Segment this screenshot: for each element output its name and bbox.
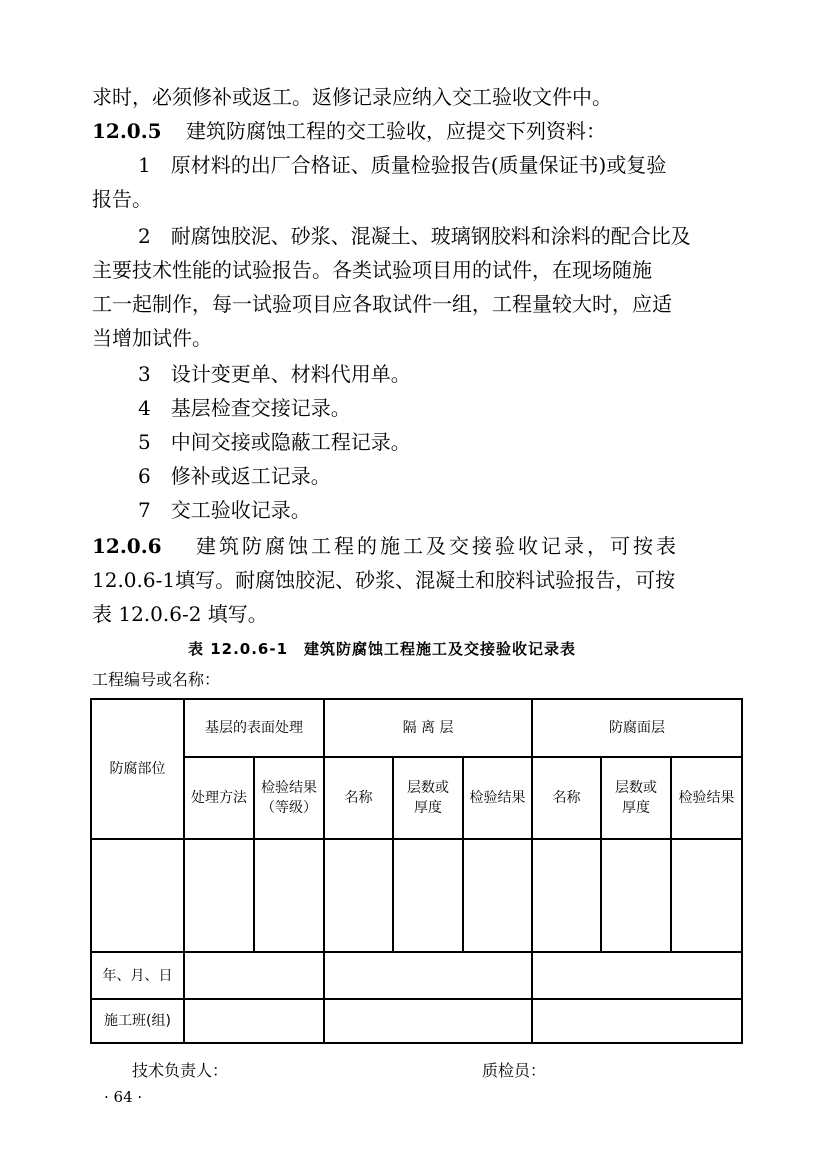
record-table [90,698,743,1044]
header-result-grade-line-1: 检验结果 [261,780,317,796]
row-label-team: 施工班(组) [91,999,184,1043]
header-part: 防腐部位 [91,699,184,839]
cell-empty [184,952,324,999]
header-isolation-layers [393,757,463,839]
item-7: 7 交工验收记录。 [138,498,311,522]
header-surface-result: 检验结果 [671,757,742,839]
item-2-line-3: 工一起制作，每一试验项目应各取试件一组，工程量较大时，应适 [92,292,672,316]
header-surface-name: 名称 [532,757,601,839]
header-layers-line-2: 厚度 [414,800,442,816]
item-6: 6 修补或返工记录。 [138,464,331,488]
table-header-row-1 [91,699,742,757]
item-1-line-2: 报告。 [92,187,152,211]
table-team-row [91,999,742,1043]
header-layers-line-1: 层数或 [615,780,658,796]
cell-empty [324,952,532,999]
technical-lead-label: 技术负责人： [132,1061,229,1080]
section-number: 12.0.6 [92,534,162,558]
header-isolation-name: 名称 [324,757,393,839]
item-1-line-1: 1 原材料的出厂合格证、质量检验报告(质量保证书)或复验 [138,153,667,177]
item-3: 3 设计变更单、材料代用单。 [138,362,411,386]
cell-empty [532,839,601,952]
cell-empty [532,952,742,999]
header-surface-layer: 防腐面层 [532,699,742,757]
header-result-grade-line-2: （等级） [261,800,317,816]
item-4: 4 基层检查交接记录。 [138,396,351,420]
project-label: 工程编号或名称： [92,670,221,689]
cell-empty [324,999,532,1043]
cell-empty [184,999,324,1043]
section-12-0-6-line-3: 表 12.0.6-2 填写。 [92,602,268,626]
section-12-0-6-line-1 [92,534,679,558]
quality-inspector-label: 质检员： [482,1061,547,1080]
row-label-date: 年、月、日 [91,952,184,999]
header-layers-line-2: 厚度 [622,800,651,816]
table-date-row [91,952,742,999]
header-base-treatment: 基层的表面处理 [184,699,324,757]
item-2-line-2: 主要技术性能的试验报告。各类试验项目用的试件，在现场随施 [92,258,652,282]
section-text: 建筑防腐蚀工程的施工及交接验收记录，可按表 [195,534,679,558]
page-number: · 64 · [104,1088,143,1106]
cell-empty [254,839,324,952]
section-12-0-5 [92,119,606,143]
item-5: 5 中间交接或隐蔽工程记录。 [138,430,411,454]
header-method: 处理方法 [184,757,254,839]
item-2-line-1: 2 耐腐蚀胶泥、砂浆、混凝土、玻璃钢胶料和涂料的配合比及 [138,224,691,248]
header-isolation-result: 检验结果 [463,757,532,839]
section-12-0-6-line-2: 12.0.6-1填写。耐腐蚀胶泥、砂浆、混凝土和胶料试验报告，可按 [92,568,676,592]
cell-empty [601,839,671,952]
cell-empty [671,839,742,952]
cell-empty [532,999,742,1043]
table-header-row-2 [91,757,742,839]
table-caption: 表 12.0.6-1 建筑防腐蚀工程施工及交接验收记录表 [188,640,577,658]
header-surface-layers [601,757,671,839]
cell-empty [91,839,184,952]
paragraph-continuation: 求时，必须修补或返工。返修记录应纳入交工验收文件中。 [92,85,612,109]
cell-empty [393,839,463,952]
header-layers-line-1: 层数或 [407,780,449,796]
section-number: 12.0.5 [92,119,162,143]
section-text: 建筑防腐蚀工程的交工验收，应提交下列资料： [185,119,606,143]
table-data-row [91,839,742,952]
cell-empty [324,839,393,952]
item-2-line-4: 当增加试件。 [92,326,212,350]
cell-empty [463,839,532,952]
cell-empty [184,839,254,952]
header-result-grade [254,757,324,839]
header-isolation-layer: 隔 离 层 [324,699,532,757]
